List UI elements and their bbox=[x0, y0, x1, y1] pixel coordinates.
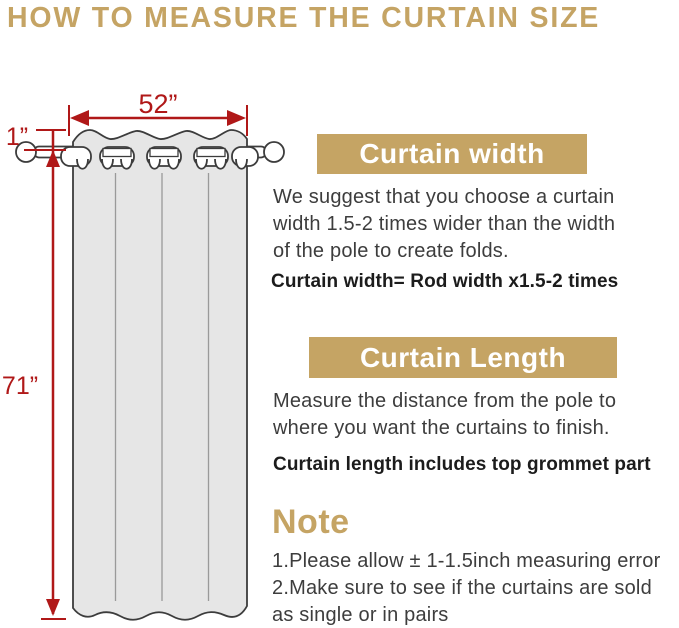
curtain-width-formula: Curtain width= Rod width x1.5-2 times bbox=[271, 271, 619, 292]
width-measurement-label: 52” bbox=[138, 89, 178, 119]
paragraph-line: of the pole to create folds. bbox=[273, 240, 509, 262]
paragraph-line: Measure the distance from the pole to bbox=[273, 390, 617, 412]
note-item: 2.Make sure to see if the curtains are sold bbox=[272, 577, 652, 599]
length-measurement-label: 71” bbox=[1, 372, 39, 400]
curtain-length-formula: Curtain length includes top grommet part bbox=[273, 454, 651, 475]
curtain-diagram bbox=[0, 80, 300, 628]
length-measurement bbox=[2, 130, 66, 619]
paragraph-line: width 1.5-2 times wider than the width bbox=[273, 213, 616, 235]
curtain-length-header-label: Curtain Length bbox=[359, 341, 567, 373]
paragraph-line: where you want the curtains to finish. bbox=[273, 417, 610, 439]
curtain-width-header bbox=[317, 134, 587, 174]
grommet-measurement-label: 1” bbox=[5, 123, 29, 151]
note-list bbox=[272, 548, 660, 628]
note-heading: Note bbox=[272, 503, 350, 541]
note-item: as single or in pairs bbox=[272, 604, 449, 626]
width-measurement bbox=[69, 89, 247, 136]
paragraph-line: We suggest that you choose a curtain bbox=[273, 186, 615, 208]
curtain-panel bbox=[73, 130, 247, 620]
curtain-length-header bbox=[309, 337, 617, 378]
curtain-width-header-label: Curtain width bbox=[359, 138, 545, 169]
curtain-width-paragraph bbox=[273, 184, 615, 265]
curtain-length-paragraph bbox=[273, 388, 616, 442]
note-item: 1.Please allow ± 1-1.5inch measuring error bbox=[272, 550, 661, 572]
page-title: HOW TO MEASURE THE CURTAIN SIZE bbox=[7, 2, 601, 34]
